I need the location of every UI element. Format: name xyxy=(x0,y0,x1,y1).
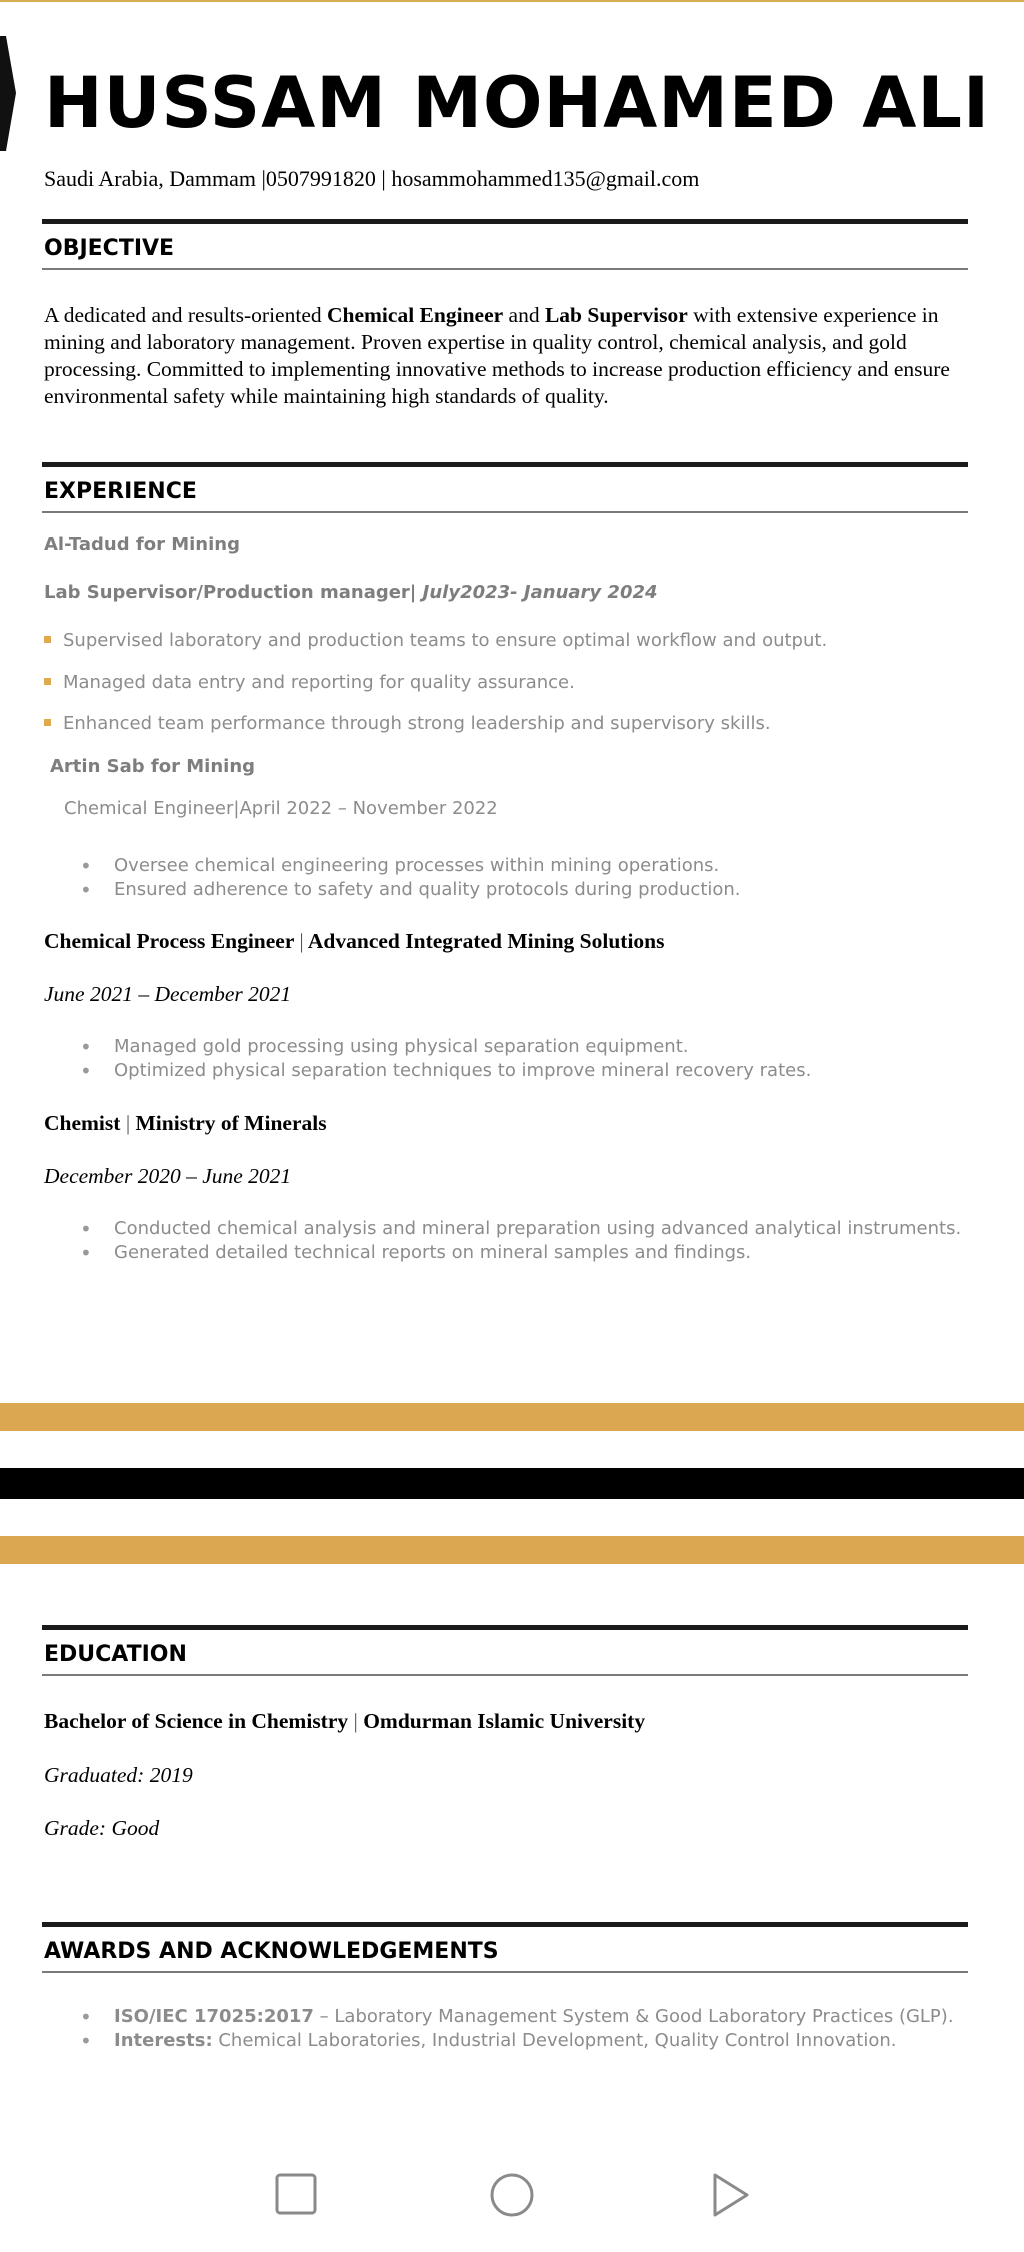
section-rule xyxy=(42,1674,968,1676)
job1-bullet: Enhanced team performance through strong leadership and supervisory skills. xyxy=(44,713,771,734)
square-recents-icon[interactable] xyxy=(274,2172,318,2216)
list-item: • Interests: Chemical Laboratories, Industrial Development, Quality Control Innovation. xyxy=(80,2029,954,2053)
job1-bullet: Managed data entry and reporting for quality assurance. xyxy=(44,672,575,693)
list-item: • Conducted chemical analysis and mineral preparation using advanced analytical instruments. xyxy=(80,1217,961,1241)
list-item: • Oversee chemical engineering processes within mining operations. xyxy=(80,854,741,878)
job3-bullet-list xyxy=(80,1035,811,1083)
contact-line: Saudi Arabia, Dammam |0507991820 | hosammohammed135@gmail.com xyxy=(44,166,700,191)
job2-company: Artin Sab for Mining xyxy=(50,756,256,777)
list-item: • Managed gold processing using physical separation equipment. xyxy=(80,1035,811,1059)
job1-bullet: Supervised laboratory and production teams to ensure optimal workflow and output. xyxy=(44,630,827,651)
section-title: EXPERIENCE xyxy=(44,479,197,504)
list-item: • Ensured adherence to safety and quality protocols during production. xyxy=(80,878,741,902)
square-bullet-icon xyxy=(44,678,51,685)
list-item: • ISO/IEC 17025:2017 – Laboratory Management System & Good Laboratory Practices (GLP). xyxy=(80,2005,954,2029)
objective-text: A dedicated and results-oriented Chemical Engineer and Lab Supervisor with extensive experience in mining and laboratory management. Proven expertise in quality control, chemical analysis, and gold processing. Committed to implementing innovative methods to increase production efficiency and ensure environmental safety while maintaining high standards of quality. xyxy=(44,303,950,408)
job3-dates: June 2021 – December 2021 xyxy=(44,982,292,1006)
black-stripe xyxy=(0,1468,1024,1499)
education-grade: Grade: Good xyxy=(44,1816,160,1840)
job4-dates: December 2020 – June 2021 xyxy=(44,1164,292,1188)
section-title: OBJECTIVE xyxy=(44,236,175,261)
section-rule xyxy=(42,511,968,513)
circle-home-icon[interactable] xyxy=(489,2172,535,2218)
objective-section-header xyxy=(42,219,968,270)
square-bullet-icon xyxy=(44,719,51,726)
candidate-name: HUSSAM MOHAMED ALI xyxy=(44,62,991,144)
section-title: AWARDS AND ACKNOWLEDGEMENTS xyxy=(44,1939,499,1964)
section-rule xyxy=(42,268,968,270)
square-bullet-icon xyxy=(44,636,51,643)
job1-role: Lab Supervisor/Production manager| July2023- January 2024 xyxy=(44,582,658,603)
job2-bullet-list xyxy=(80,854,741,902)
awards-section-header xyxy=(42,1922,968,1973)
section-rule xyxy=(42,1971,968,1973)
job1-company: Al-Tadud for Mining xyxy=(44,534,240,555)
triangle-back-icon[interactable] xyxy=(711,2172,751,2218)
experience-section-header xyxy=(42,462,968,513)
list-item: • Optimized physical separation techniques to improve mineral recovery rates. xyxy=(80,1059,811,1083)
job4-heading: Chemist | Ministry of Minerals xyxy=(44,1111,327,1135)
list-item: • Generated detailed technical reports on mineral samples and findings. xyxy=(80,1241,961,1265)
education-section-header xyxy=(42,1625,968,1676)
awards-list xyxy=(80,2005,954,2053)
gold-stripe xyxy=(0,1403,1024,1431)
job3-heading: Chemical Process Engineer | Advanced Integrated Mining Solutions xyxy=(44,929,665,953)
job4-bullet-list xyxy=(80,1217,961,1265)
education-graduated: Graduated: 2019 xyxy=(44,1763,193,1787)
gold-stripe xyxy=(0,1536,1024,1564)
education-degree: Bachelor of Science in Chemistry | Omdurman Islamic University xyxy=(44,1709,646,1733)
job2-role: Chemical Engineer|April 2022 – November 2022 xyxy=(64,798,498,819)
section-title: EDUCATION xyxy=(44,1642,187,1667)
